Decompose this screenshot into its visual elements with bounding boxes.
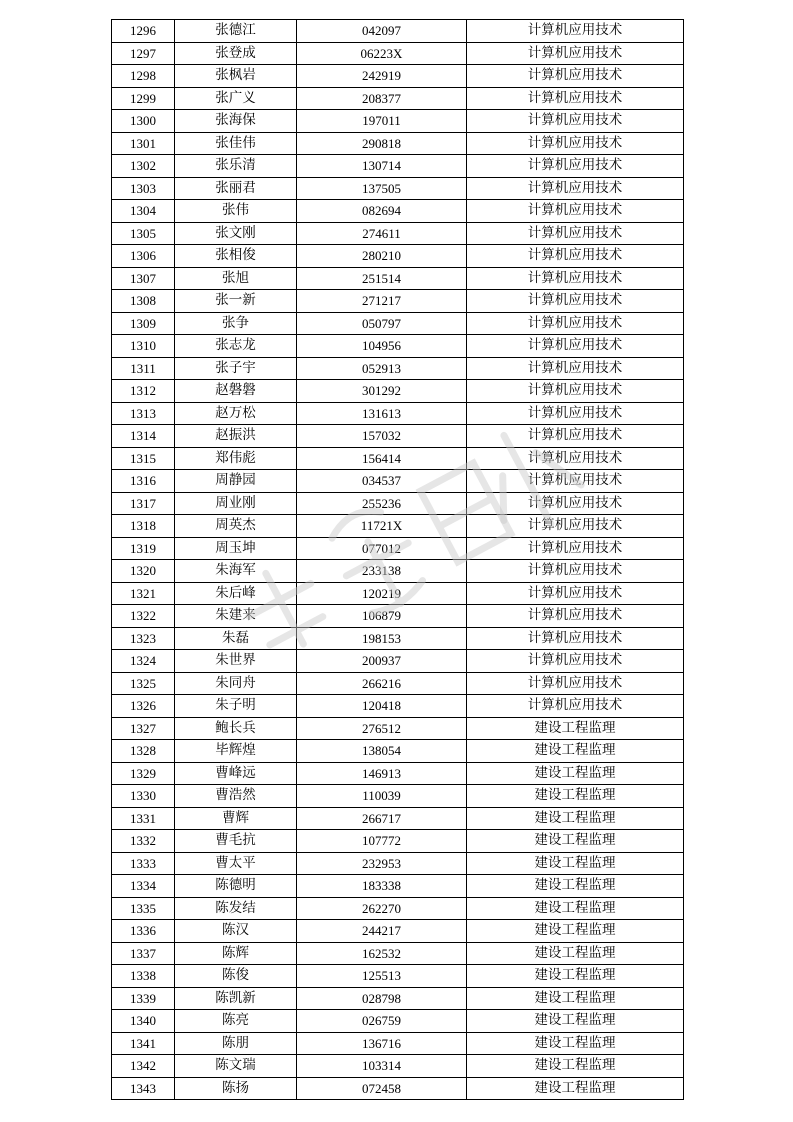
- major-cell: 建设工程监理: [467, 785, 684, 808]
- serial-number-cell: 1325: [112, 672, 175, 695]
- name-cell: 陈凯新: [175, 987, 297, 1010]
- id-suffix-cell: 271217: [297, 290, 467, 313]
- major-cell: 计算机应用技术: [467, 357, 684, 380]
- id-suffix-cell: 130714: [297, 155, 467, 178]
- table-row: [112, 560, 684, 583]
- roster-body: [112, 20, 684, 1100]
- serial-number-cell: 1304: [112, 200, 175, 223]
- name-cell: 毕辉煌: [175, 740, 297, 763]
- serial-number-cell: 1336: [112, 920, 175, 943]
- name-cell: 朱后峰: [175, 582, 297, 605]
- major-cell: 建设工程监理: [467, 807, 684, 830]
- major-cell: 计算机应用技术: [467, 222, 684, 245]
- table-row: [112, 807, 684, 830]
- name-cell: 周英杰: [175, 515, 297, 538]
- major-cell: 计算机应用技术: [467, 515, 684, 538]
- name-cell: 曹辉: [175, 807, 297, 830]
- serial-number-cell: 1330: [112, 785, 175, 808]
- table-row: [112, 762, 684, 785]
- name-cell: 朱世界: [175, 650, 297, 673]
- name-cell: 张伟: [175, 200, 297, 223]
- name-cell: 赵振洪: [175, 425, 297, 448]
- table-row: [112, 897, 684, 920]
- id-suffix-cell: 162532: [297, 942, 467, 965]
- major-cell: 建设工程监理: [467, 830, 684, 853]
- table-row: [112, 605, 684, 628]
- name-cell: 陈辉: [175, 942, 297, 965]
- table-row: [112, 65, 684, 88]
- id-suffix-cell: 106879: [297, 605, 467, 628]
- table-row: [112, 537, 684, 560]
- serial-number-cell: 1342: [112, 1055, 175, 1078]
- table-row: [112, 830, 684, 853]
- serial-number-cell: 1322: [112, 605, 175, 628]
- name-cell: 陈汉: [175, 920, 297, 943]
- id-suffix-cell: 026759: [297, 1010, 467, 1033]
- major-cell: 建设工程监理: [467, 897, 684, 920]
- id-suffix-cell: 120219: [297, 582, 467, 605]
- major-cell: 计算机应用技术: [467, 447, 684, 470]
- serial-number-cell: 1327: [112, 717, 175, 740]
- table-row: [112, 335, 684, 358]
- table-row: [112, 245, 684, 268]
- serial-number-cell: 1309: [112, 312, 175, 335]
- id-suffix-cell: 120418: [297, 695, 467, 718]
- serial-number-cell: 1334: [112, 875, 175, 898]
- serial-number-cell: 1302: [112, 155, 175, 178]
- serial-number-cell: 1329: [112, 762, 175, 785]
- id-suffix-cell: 266717: [297, 807, 467, 830]
- table-row: [112, 965, 684, 988]
- table-row: [112, 1055, 684, 1078]
- serial-number-cell: 1340: [112, 1010, 175, 1033]
- id-suffix-cell: 11721X: [297, 515, 467, 538]
- name-cell: 曹浩然: [175, 785, 297, 808]
- id-suffix-cell: 104956: [297, 335, 467, 358]
- id-suffix-cell: 136716: [297, 1032, 467, 1055]
- table-row: [112, 425, 684, 448]
- id-suffix-cell: 233138: [297, 560, 467, 583]
- name-cell: 张丽君: [175, 177, 297, 200]
- serial-number-cell: 1339: [112, 987, 175, 1010]
- serial-number-cell: 1297: [112, 42, 175, 65]
- name-cell: 张相俊: [175, 245, 297, 268]
- serial-number-cell: 1323: [112, 627, 175, 650]
- table-row: [112, 492, 684, 515]
- name-cell: 张广义: [175, 87, 297, 110]
- major-cell: 建设工程监理: [467, 852, 684, 875]
- name-cell: 张乐清: [175, 155, 297, 178]
- major-cell: 建设工程监理: [467, 1010, 684, 1033]
- major-cell: 计算机应用技术: [467, 42, 684, 65]
- name-cell: 张争: [175, 312, 297, 335]
- serial-number-cell: 1343: [112, 1077, 175, 1100]
- major-cell: 计算机应用技术: [467, 695, 684, 718]
- major-cell: 建设工程监理: [467, 875, 684, 898]
- name-cell: 朱磊: [175, 627, 297, 650]
- major-cell: 计算机应用技术: [467, 492, 684, 515]
- serial-number-cell: 1341: [112, 1032, 175, 1055]
- table-row: [112, 875, 684, 898]
- id-suffix-cell: 042097: [297, 20, 467, 43]
- table-row: [112, 312, 684, 335]
- serial-number-cell: 1321: [112, 582, 175, 605]
- name-cell: 张一新: [175, 290, 297, 313]
- name-cell: 张登成: [175, 42, 297, 65]
- major-cell: 建设工程监理: [467, 762, 684, 785]
- table-row: [112, 357, 684, 380]
- table-row: [112, 177, 684, 200]
- id-suffix-cell: 208377: [297, 87, 467, 110]
- table-row: [112, 920, 684, 943]
- major-cell: 建设工程监理: [467, 740, 684, 763]
- table-row: [112, 650, 684, 673]
- table-row: [112, 1077, 684, 1100]
- name-cell: 张海保: [175, 110, 297, 133]
- major-cell: 计算机应用技术: [467, 672, 684, 695]
- table-row: [112, 1032, 684, 1055]
- serial-number-cell: 1300: [112, 110, 175, 133]
- id-suffix-cell: 200937: [297, 650, 467, 673]
- id-suffix-cell: 082694: [297, 200, 467, 223]
- name-cell: 张文刚: [175, 222, 297, 245]
- name-cell: 张佳伟: [175, 132, 297, 155]
- table-row: [112, 380, 684, 403]
- id-suffix-cell: 050797: [297, 312, 467, 335]
- serial-number-cell: 1301: [112, 132, 175, 155]
- major-cell: 建设工程监理: [467, 717, 684, 740]
- serial-number-cell: 1313: [112, 402, 175, 425]
- major-cell: 计算机应用技术: [467, 155, 684, 178]
- table-row: [112, 267, 684, 290]
- table-row: [112, 627, 684, 650]
- major-cell: 计算机应用技术: [467, 65, 684, 88]
- name-cell: 张子宇: [175, 357, 297, 380]
- id-suffix-cell: 146913: [297, 762, 467, 785]
- table-row: [112, 740, 684, 763]
- table-row: [112, 447, 684, 470]
- table-row: [112, 155, 684, 178]
- major-cell: 计算机应用技术: [467, 177, 684, 200]
- serial-number-cell: 1316: [112, 470, 175, 493]
- id-suffix-cell: 125513: [297, 965, 467, 988]
- major-cell: 计算机应用技术: [467, 267, 684, 290]
- major-cell: 计算机应用技术: [467, 605, 684, 628]
- id-suffix-cell: 183338: [297, 875, 467, 898]
- major-cell: 计算机应用技术: [467, 402, 684, 425]
- table-row: [112, 222, 684, 245]
- id-suffix-cell: 276512: [297, 717, 467, 740]
- table-row: [112, 87, 684, 110]
- table-row: [112, 132, 684, 155]
- serial-number-cell: 1317: [112, 492, 175, 515]
- name-cell: 朱建来: [175, 605, 297, 628]
- major-cell: 计算机应用技术: [467, 650, 684, 673]
- name-cell: 陈扬: [175, 1077, 297, 1100]
- major-cell: 计算机应用技术: [467, 87, 684, 110]
- id-suffix-cell: 028798: [297, 987, 467, 1010]
- major-cell: 计算机应用技术: [467, 200, 684, 223]
- major-cell: 计算机应用技术: [467, 20, 684, 43]
- table-row: [112, 110, 684, 133]
- table-row: [112, 785, 684, 808]
- id-suffix-cell: 157032: [297, 425, 467, 448]
- major-cell: 计算机应用技术: [467, 290, 684, 313]
- name-cell: 朱同舟: [175, 672, 297, 695]
- table-row: [112, 200, 684, 223]
- id-suffix-cell: 266216: [297, 672, 467, 695]
- major-cell: 计算机应用技术: [467, 425, 684, 448]
- name-cell: 赵万松: [175, 402, 297, 425]
- name-cell: 朱海军: [175, 560, 297, 583]
- id-suffix-cell: 255236: [297, 492, 467, 515]
- id-suffix-cell: 244217: [297, 920, 467, 943]
- roster-table: [111, 19, 684, 1100]
- name-cell: 曹峰远: [175, 762, 297, 785]
- id-suffix-cell: 242919: [297, 65, 467, 88]
- name-cell: 张志龙: [175, 335, 297, 358]
- table-row: [112, 717, 684, 740]
- serial-number-cell: 1320: [112, 560, 175, 583]
- serial-number-cell: 1332: [112, 830, 175, 853]
- name-cell: 陈文瑞: [175, 1055, 297, 1078]
- major-cell: 计算机应用技术: [467, 335, 684, 358]
- serial-number-cell: 1314: [112, 425, 175, 448]
- serial-number-cell: 1331: [112, 807, 175, 830]
- serial-number-cell: 1310: [112, 335, 175, 358]
- id-suffix-cell: 072458: [297, 1077, 467, 1100]
- major-cell: 建设工程监理: [467, 920, 684, 943]
- id-suffix-cell: 197011: [297, 110, 467, 133]
- serial-number-cell: 1298: [112, 65, 175, 88]
- id-suffix-cell: 137505: [297, 177, 467, 200]
- major-cell: 计算机应用技术: [467, 110, 684, 133]
- major-cell: 计算机应用技术: [467, 470, 684, 493]
- table-row: [112, 942, 684, 965]
- major-cell: 计算机应用技术: [467, 582, 684, 605]
- major-cell: 建设工程监理: [467, 1077, 684, 1100]
- table-row: [112, 987, 684, 1010]
- id-suffix-cell: 131613: [297, 402, 467, 425]
- id-suffix-cell: 034537: [297, 470, 467, 493]
- name-cell: 陈朋: [175, 1032, 297, 1055]
- id-suffix-cell: 301292: [297, 380, 467, 403]
- table-row: [112, 672, 684, 695]
- major-cell: 建设工程监理: [467, 942, 684, 965]
- table-row: [112, 42, 684, 65]
- name-cell: 朱子明: [175, 695, 297, 718]
- name-cell: 赵磐磐: [175, 380, 297, 403]
- id-suffix-cell: 198153: [297, 627, 467, 650]
- serial-number-cell: 1328: [112, 740, 175, 763]
- major-cell: 计算机应用技术: [467, 245, 684, 268]
- major-cell: 计算机应用技术: [467, 560, 684, 583]
- serial-number-cell: 1305: [112, 222, 175, 245]
- serial-number-cell: 1312: [112, 380, 175, 403]
- major-cell: 建设工程监理: [467, 1032, 684, 1055]
- id-suffix-cell: 232953: [297, 852, 467, 875]
- table-row: [112, 852, 684, 875]
- serial-number-cell: 1308: [112, 290, 175, 313]
- serial-number-cell: 1333: [112, 852, 175, 875]
- name-cell: 鲍长兵: [175, 717, 297, 740]
- name-cell: 陈德明: [175, 875, 297, 898]
- serial-number-cell: 1315: [112, 447, 175, 470]
- major-cell: 计算机应用技术: [467, 627, 684, 650]
- major-cell: 建设工程监理: [467, 1055, 684, 1078]
- table-row: [112, 582, 684, 605]
- name-cell: 张枫岩: [175, 65, 297, 88]
- id-suffix-cell: 280210: [297, 245, 467, 268]
- serial-number-cell: 1338: [112, 965, 175, 988]
- table-row: [112, 470, 684, 493]
- major-cell: 计算机应用技术: [467, 132, 684, 155]
- major-cell: 计算机应用技术: [467, 380, 684, 403]
- id-suffix-cell: 103314: [297, 1055, 467, 1078]
- id-suffix-cell: 138054: [297, 740, 467, 763]
- table-row: [112, 20, 684, 43]
- table-row: [112, 290, 684, 313]
- major-cell: 建设工程监理: [467, 987, 684, 1010]
- serial-number-cell: 1337: [112, 942, 175, 965]
- id-suffix-cell: 077012: [297, 537, 467, 560]
- id-suffix-cell: 052913: [297, 357, 467, 380]
- serial-number-cell: 1296: [112, 20, 175, 43]
- id-suffix-cell: 274611: [297, 222, 467, 245]
- id-suffix-cell: 251514: [297, 267, 467, 290]
- id-suffix-cell: 110039: [297, 785, 467, 808]
- name-cell: 周静园: [175, 470, 297, 493]
- id-suffix-cell: 107772: [297, 830, 467, 853]
- serial-number-cell: 1307: [112, 267, 175, 290]
- id-suffix-cell: 290818: [297, 132, 467, 155]
- table-row: [112, 695, 684, 718]
- table-row: [112, 515, 684, 538]
- table-row: [112, 1010, 684, 1033]
- major-cell: 建设工程监理: [467, 965, 684, 988]
- serial-number-cell: 1318: [112, 515, 175, 538]
- name-cell: 曹毛抗: [175, 830, 297, 853]
- name-cell: 陈发结: [175, 897, 297, 920]
- major-cell: 计算机应用技术: [467, 312, 684, 335]
- id-suffix-cell: 156414: [297, 447, 467, 470]
- serial-number-cell: 1306: [112, 245, 175, 268]
- serial-number-cell: 1303: [112, 177, 175, 200]
- name-cell: 陈俊: [175, 965, 297, 988]
- serial-number-cell: 1299: [112, 87, 175, 110]
- id-suffix-cell: 06223X: [297, 42, 467, 65]
- name-cell: 曹太平: [175, 852, 297, 875]
- serial-number-cell: 1324: [112, 650, 175, 673]
- serial-number-cell: 1319: [112, 537, 175, 560]
- id-suffix-cell: 262270: [297, 897, 467, 920]
- name-cell: 张旭: [175, 267, 297, 290]
- name-cell: 陈亮: [175, 1010, 297, 1033]
- name-cell: 张德江: [175, 20, 297, 43]
- name-cell: 郑伟彪: [175, 447, 297, 470]
- table-row: [112, 402, 684, 425]
- major-cell: 计算机应用技术: [467, 537, 684, 560]
- name-cell: 周玉坤: [175, 537, 297, 560]
- serial-number-cell: 1326: [112, 695, 175, 718]
- serial-number-cell: 1335: [112, 897, 175, 920]
- name-cell: 周业刚: [175, 492, 297, 515]
- serial-number-cell: 1311: [112, 357, 175, 380]
